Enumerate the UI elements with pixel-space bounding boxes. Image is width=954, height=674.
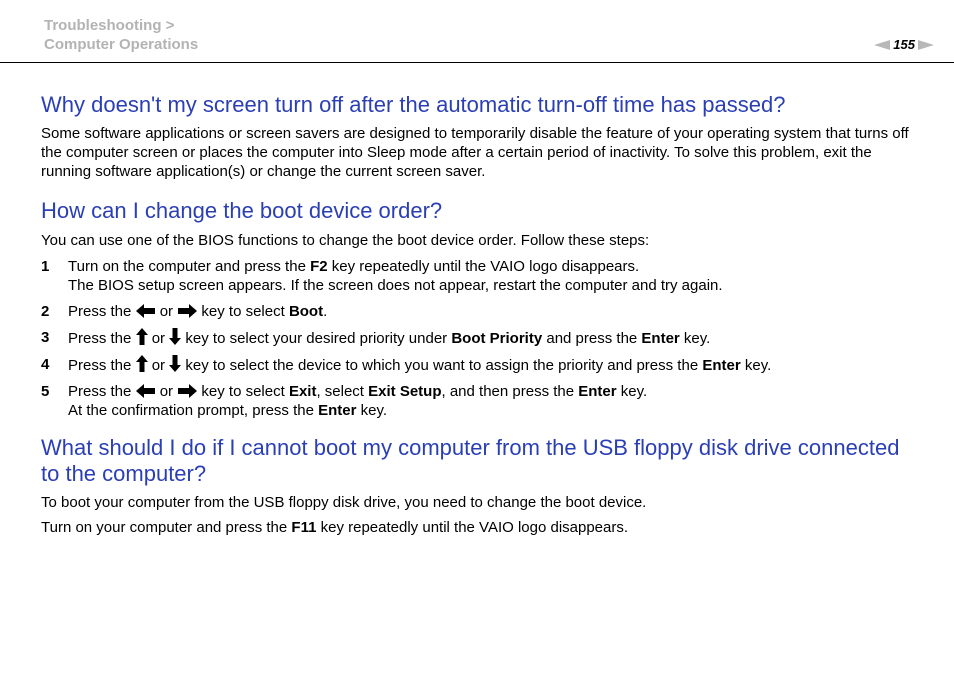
- breadcrumb-troubleshooting[interactable]: Troubleshooting >: [44, 17, 175, 34]
- step-number: 4: [41, 356, 50, 373]
- text: key repeatedly until the VAIO logo disappears.: [316, 519, 629, 536]
- step-number: 2: [41, 303, 50, 320]
- down-arrow-icon: [169, 328, 181, 345]
- text: key to select your desired priority under: [181, 330, 452, 347]
- text: key.: [679, 330, 711, 347]
- section-body: To boot your computer from the USB floppy disk drive, you need to change the boot device.: [41, 494, 647, 511]
- key-name: F11: [291, 519, 317, 536]
- text: key to select: [197, 303, 289, 320]
- breadcrumb: [44, 16, 198, 54]
- text: The BIOS setup screen appears. If the screen does not appear, restart the computer and try again.: [68, 277, 723, 294]
- step-4: [41, 355, 916, 375]
- menu-name: Boot: [288, 303, 324, 320]
- step-text: [68, 382, 916, 420]
- text: key to select: [197, 383, 289, 400]
- step-text: [68, 257, 916, 295]
- text: , select: [316, 383, 369, 400]
- text: Turn on the computer and press the: [68, 258, 311, 275]
- key-name: F2: [310, 258, 328, 275]
- text: .: [323, 303, 328, 320]
- section-heading: What should I do if I cannot boot my computer from the USB floppy disk drive connected to the computer?: [41, 435, 900, 486]
- section-heading: Why doesn't my screen turn off after the automatic turn-off time has passed?: [41, 92, 786, 117]
- key-name: Enter: [318, 402, 357, 419]
- section-boot-order: [41, 198, 916, 420]
- section-intro: You can use one of the BIOS functions to change the boot device order. Follow these steps:: [41, 232, 650, 249]
- steps-list: [41, 257, 916, 420]
- text: or: [147, 330, 170, 347]
- key-name: Enter: [578, 383, 617, 400]
- breadcrumb-computer-operations[interactable]: Computer Operations: [44, 36, 199, 53]
- right-arrow-icon: [177, 304, 197, 318]
- page-content: [41, 92, 916, 537]
- step-text: [68, 355, 916, 375]
- step-number: 5: [41, 383, 50, 400]
- up-arrow-icon: [136, 328, 148, 345]
- section-heading: How can I change the boot device order?: [41, 198, 443, 223]
- text: key to select the device to which you want to assign the priority and press the: [181, 357, 703, 374]
- text: key repeatedly until the VAIO logo disappears.: [327, 258, 640, 275]
- text: Press the: [68, 357, 136, 374]
- section-screen-turn-off: [41, 92, 916, 181]
- text: key.: [356, 402, 388, 419]
- text: , and then press the: [441, 383, 579, 400]
- step-text: [68, 328, 916, 348]
- up-arrow-icon: [136, 355, 148, 372]
- step-number: 1: [41, 258, 50, 275]
- menu-name: Exit: [288, 383, 317, 400]
- step-1: [41, 257, 916, 295]
- menu-name: Boot Priority: [451, 330, 543, 347]
- text: or: [155, 383, 178, 400]
- right-arrow-icon: [177, 384, 197, 398]
- text: At the confirmation prompt, press the: [68, 402, 319, 419]
- step-number: 3: [41, 329, 50, 346]
- down-arrow-icon: [169, 355, 181, 372]
- step-3: [41, 328, 916, 348]
- text: Press the: [68, 330, 136, 347]
- left-arrow-icon: [136, 304, 156, 318]
- step-5: [41, 382, 916, 420]
- text: Press the: [68, 303, 136, 320]
- text: Press the: [68, 383, 136, 400]
- key-name: Enter: [641, 330, 680, 347]
- left-arrow-icon: [136, 384, 156, 398]
- key-name: Enter: [702, 357, 741, 374]
- text: or: [147, 357, 170, 374]
- step-text: [68, 302, 916, 321]
- next-page-icon[interactable]: [918, 40, 934, 50]
- text: and press the: [542, 330, 642, 347]
- text: key.: [616, 383, 648, 400]
- page-number: 155: [893, 37, 915, 52]
- section-body-2: [41, 518, 916, 537]
- prev-page-icon[interactable]: [874, 40, 890, 50]
- text: or: [155, 303, 178, 320]
- section-usb-floppy-boot: [41, 435, 916, 537]
- step-2: [41, 302, 916, 321]
- text: Turn on your computer and press the: [41, 519, 292, 536]
- section-body: Some software applications or screen savers are designed to temporarily disable the feature of your operating system that turns off the computer screen or places the computer into Sleep mode after a certain period of inactivity. To solve this problem, exit the running software application(s) or change the current screen saver.: [41, 125, 909, 180]
- text: key.: [740, 357, 772, 374]
- header-divider: [0, 62, 954, 63]
- page-navigator: [874, 37, 934, 52]
- menu-name: Exit Setup: [368, 383, 442, 400]
